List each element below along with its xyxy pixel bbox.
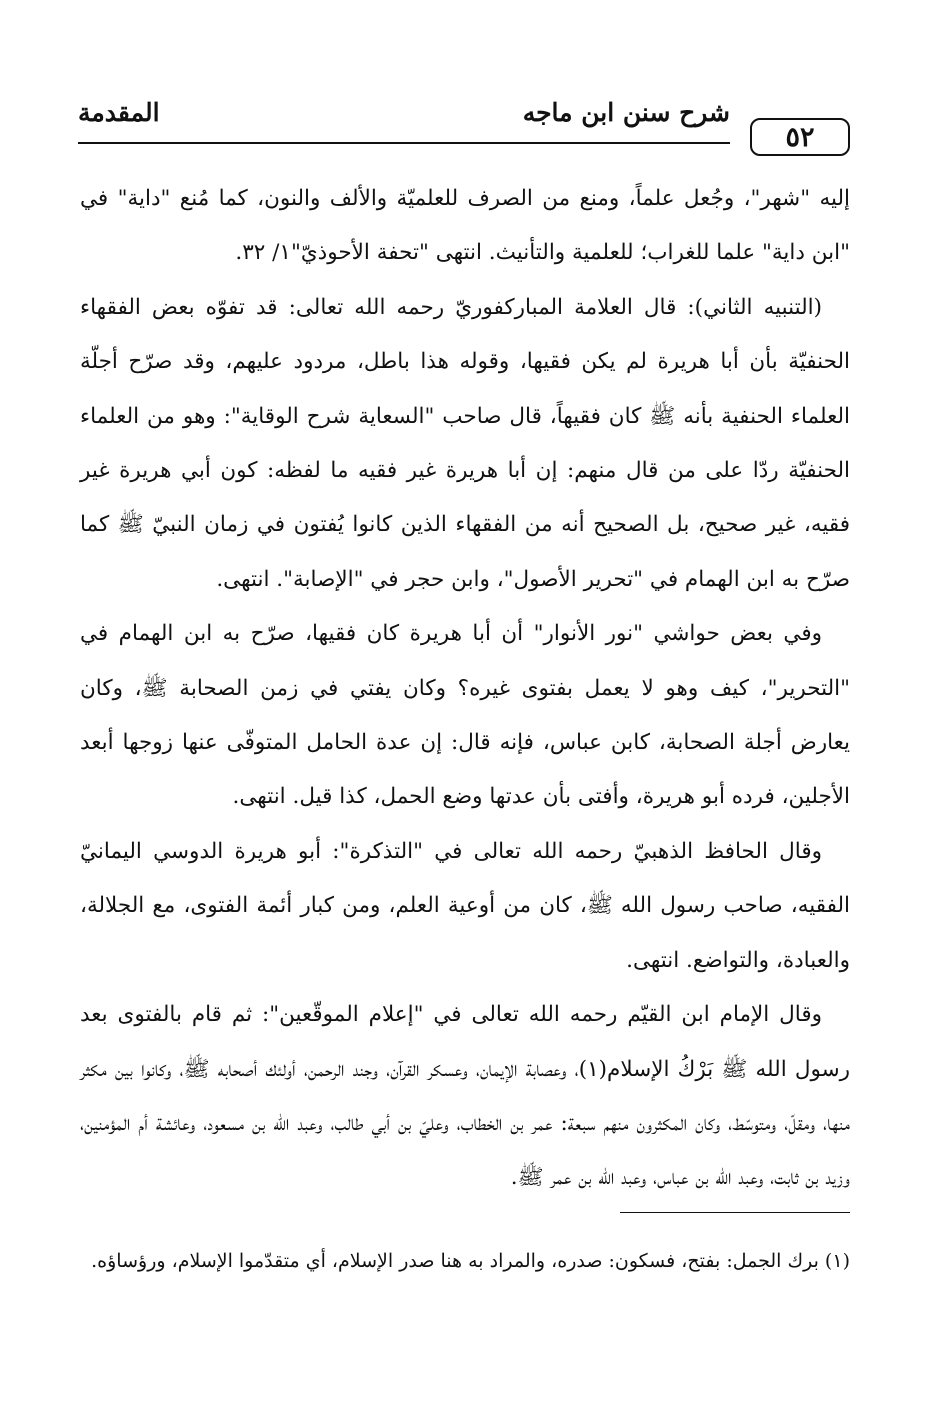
footnote-separator: [620, 1212, 850, 1213]
footnote: (١) برك الجمل: بفتح، فسكون: صدره، والمراد به هنا صدر الإسلام، أي متقدّموا الإسلام، ورؤساؤه.: [91, 1250, 850, 1272]
footnotes: [80, 1238, 850, 1284]
page-number: ٥٢: [750, 118, 850, 156]
header-rule: [78, 142, 730, 144]
page-body: [80, 172, 850, 1206]
book-title: شرح سنن ابن ماجه: [522, 98, 730, 127]
section-title: المقدمة: [78, 98, 160, 127]
paragraph: (التنبيه الثاني): قال العلامة المباركفوريّ رحمه الله تعالى: قد تفوّه بعض الفقهاء الحنفيّة بأن أبا هريرة لم يكن فقيها، وقوله هذا باطل، مردود عليهم، وقد صرّح أجلّة العلماء الحنفية بأنه ﷺ كان فقيهاً، قال صاحب "السعاية شرح الوقاية": وهو من العلماء الحنفيّة ردّا على من قال منهم: إن أبا هريرة غير فقيه ما لفظه: كون أبي هريرة غير فقيه، غير صحيح، بل الصحيح أنه من الفقهاء الذين كانوا يُفتون في زمان النبيّ ﷺ كما صرّح به ابن الهمام في "تحرير الأصول"، وابن حجر في "الإصابة". انتهى.: [80, 294, 850, 592]
page-header: [78, 98, 850, 158]
paragraph: وقال الإمام ابن القيّم رحمه الله تعالى في "إعلام الموقّعين": ثم قام بالفتوى بعد رسول الله ﷺ بَرْكُ الإسلام(١)، وعصابة الإيمان، وعسكر القرآن، وجند الرحمن، أولئك أصحابه ﷺ، وكانوا بين مكثر منها، ومقلّ، ومتوسّط، وكان المكثرون منهم سبعة: عمر بن الخطاب، وعليّ بن أبي طالب، وعبد الله بن مسعود، وعائشة أم المؤمنين، وزيد بن ثابت، وعبد الله بن عباس، وعبد الله بن عمر ﷺ.: [80, 1002, 850, 1191]
paragraph: وقال الحافظ الذهبيّ رحمه الله تعالى في "التذكرة": أبو هريرة الدوسي اليمانيّ الفقيه، صاحب رسول الله ﷺ، كان من أوعية العلم، ومن كبار أئمة الفتوى، مع الجلالة، والعبادة، والتواضع. انتهى.: [80, 838, 850, 973]
paragraph: وفي بعض حواشي "نور الأنوار" أن أبا هريرة كان فقيها، صرّح به ابن الهمام في "التحرير"، كيف وهو لا يعمل بفتوى غيره؟ وكان يفتي في زمن الصحابة ﷺ، وكان يعارض أجلة الصحابة، كابن عباس، فإنه قال: إن عدة الحامل المتوفّى عنها زوجها أبعد الأجلين، فرده أبو هريرة، وأفتى بأن عدتها وضع الحمل، كذا قيل. انتهى.: [80, 621, 850, 810]
paragraph: إليه "شهر"، وجُعل علماً، ومنع من الصرف للعلميّة والألف والنون، كما مُنع "داية" في "ابن داية" علما للغراب؛ للعلمية والتأنيث. انتهى "تحفة الأحوذيّ"١/ ٣٢.: [80, 186, 850, 266]
